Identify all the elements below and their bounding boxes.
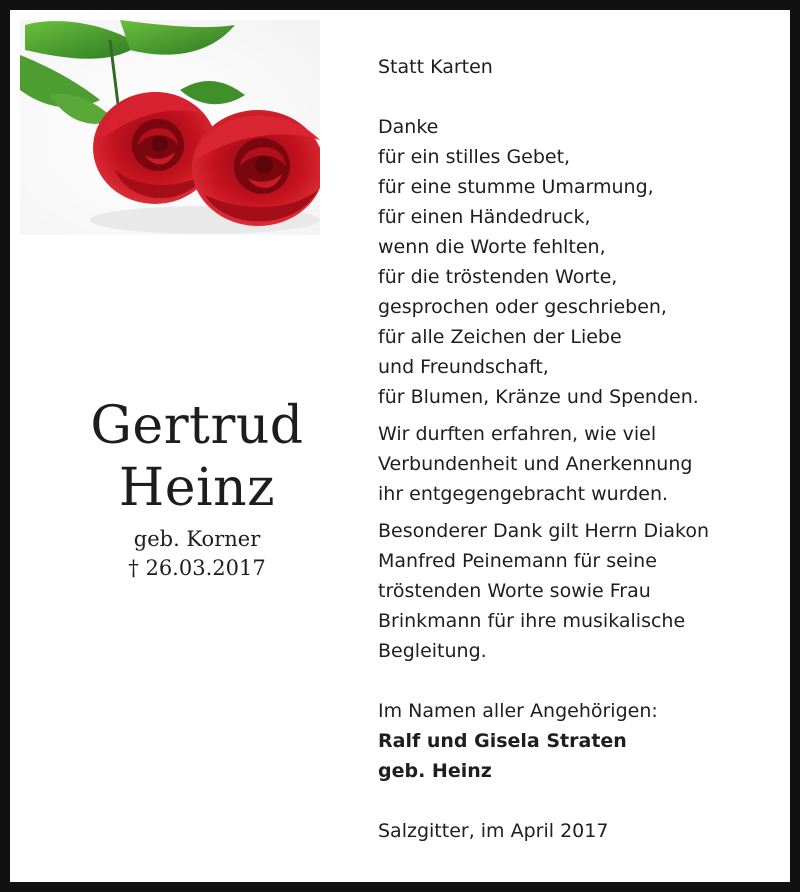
thanks-line: für die tröstenden Worte, (378, 266, 618, 288)
signature-intro: Im Namen aller Angehörigen: (378, 700, 658, 722)
thanks-line: für Blumen, Kränze und Spenden. (378, 386, 699, 408)
header-line: Statt Karten (378, 56, 493, 78)
special-thanks-line: Manfred Peinemann für seine (378, 550, 657, 572)
experience-line: Verbundenheit und Anerkennung (378, 453, 693, 475)
experience-line: Wir durften erfahren, wie viel (378, 423, 657, 445)
signature-names: Ralf und Gisela Straten (378, 730, 627, 752)
thanks-line: und Freundschaft, (378, 356, 549, 378)
special-thanks-line: Brinkmann für ihre musikalische (378, 610, 686, 632)
thanks-line: für eine stumme Umarmung, (378, 176, 654, 198)
first-name: Gertrud (90, 396, 304, 456)
roses-image (20, 20, 320, 235)
experience-line: ihr entgegengebracht wurden. (378, 483, 669, 505)
deceased-info (72, 395, 322, 583)
special-thanks-line: Begleitung. (378, 640, 487, 662)
last-name: Heinz (118, 458, 276, 518)
thanks-line: wenn die Worte fehlten, (378, 236, 606, 258)
thanks-line: Danke (378, 116, 439, 138)
thank-you-text (378, 52, 798, 846)
place-date: Salzgitter, im April 2017 (378, 820, 609, 842)
thanks-line: für alle Zeichen der Liebe (378, 326, 622, 348)
thanks-line: gesprochen oder geschrieben, (378, 296, 667, 318)
thanks-line: für einen Händedruck, (378, 206, 591, 228)
death-date: † 26.03.2017 (128, 556, 266, 580)
special-thanks-line: tröstenden Worte sowie Frau (378, 580, 651, 602)
maiden-name: geb. Korner (133, 527, 261, 551)
thanks-line: für ein stilles Gebet, (378, 146, 571, 168)
signature-names-sub: geb. Heinz (378, 760, 492, 782)
special-thanks-line: Besonderer Dank gilt Herrn Diakon (378, 520, 709, 542)
